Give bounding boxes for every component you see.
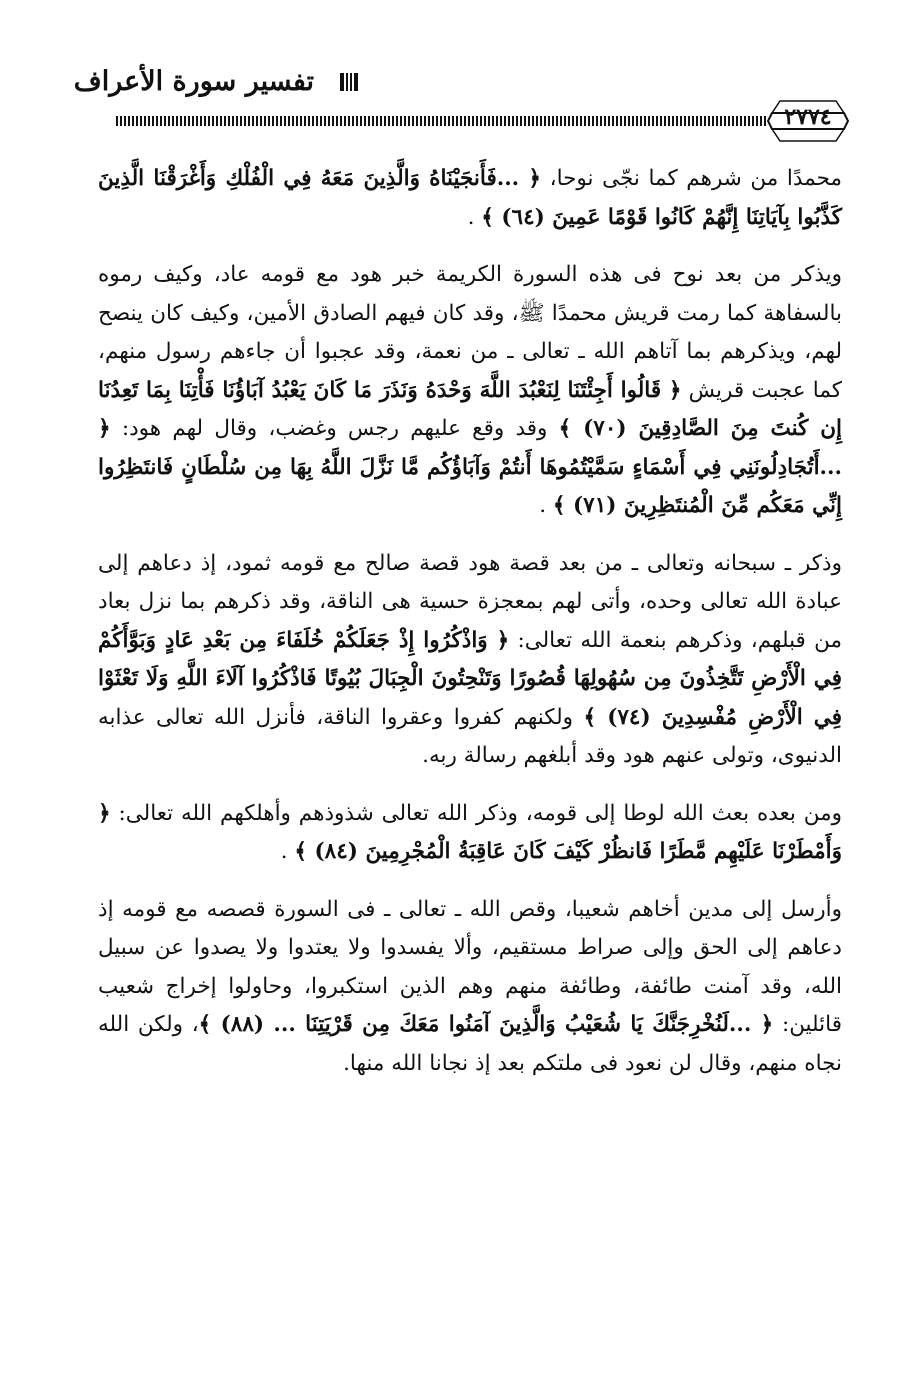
page-number: ٢٧٧٤ xyxy=(784,104,832,130)
paragraph xyxy=(98,545,842,776)
header-title: تفسير سورة الأعراف xyxy=(73,66,314,97)
quran-verse: ﴿ ...لَنُخْرِجَنَّكَ يَا شُعَيْبُ وَالَّذِينَ آمَنُوا مَعَكَ مِن قَرْيَتِنَا ... (٨٨) ﴾ xyxy=(198,1012,774,1037)
ornament-icon xyxy=(337,70,361,94)
quran-verse: ﴿ وَأَمْطَرْنَا عَلَيْهِم مَّطَرًا فَانظُرْ كَيْفَ كَانَ عَاقِبَةُ الْمُجْرِمِينَ (٨٤) ﴾ xyxy=(98,800,842,864)
quran-verse: ﴿ ...فَأَنجَيْنَاهُ وَالَّذِينَ مَعَهُ فِي الْفُلْكِ وَأَغْرَقْنَا الَّذِينَ كَذَّبُوا بِآيَاتِنَا إِنَّهُمْ كَانُوا قَوْمًا عَمِينَ (٦٤) ﴾ xyxy=(98,166,842,230)
paragraph-text: محمدًا من شرهم كما نجّى نوحا، xyxy=(541,166,842,191)
paragraph-text: وذكر ـ سبحانه وتعالى ـ من بعد قصة هود قصة صالح مع قومه ثمود، إذ دعاهم إلى عبادة الله تعالى وحده، وأتى لهم بمعجزة حسية هى الناقة، وقد ذكرهم بما نزل بعاد من قبلهم، وذكرهم بنعمة الله تعالى: xyxy=(98,550,842,653)
paragraph-text: وقد وقع عليهم رجس وغضب، وقال لهم هود: xyxy=(110,416,559,441)
paragraph-text: . xyxy=(467,204,482,230)
header-rule xyxy=(116,116,766,126)
paragraph-text: ويذكر من بعد نوح فى هذه السورة الكريمة خبر هود مع قومه عاد، وكيف رموه بالسفاهة كما رمت قريش محمدًا ﷺ، وقد كان فيهم الصادق الأمين، وكيف كان ينصح لهم، ويذكرهم بما آتاهم الله ـ تعالى ـ من نعمة، وقد عجبوا أن جاءهم رسول منهم، كما عجبت قريش xyxy=(98,262,842,403)
paragraph-text: . xyxy=(539,493,553,518)
quran-verse: ﴿ ...أَتُجَادِلُونَنِي فِي أَسْمَاءٍ سَمَّيْتُمُوهَا أَنتُمْ وَآبَاؤُكُم مَّا نَزَّلَ اللَّهُ بِهَا مِن سُلْطَانٍ فَانتَظِرُوا إِنِّي مَعَكُم مِّنَ الْمُنتَظِرِينَ (٧١) ﴾ xyxy=(98,416,842,518)
paragraph-text: ومن بعده بعث الله لوطا إلى قومه، وذكر الله تعالى شذوذهم وأهلكهم الله تعالى: xyxy=(110,800,842,826)
paragraph-text: . xyxy=(280,839,295,864)
paragraph xyxy=(98,160,842,237)
paragraph xyxy=(98,891,842,1084)
quran-verse: ﴿ قَالُوا أَجِئْتَنَا لِنَعْبُدَ اللَّهَ وَحْدَهُ وَنَذَرَ مَا كَانَ يَعْبُدُ آبَاؤُنَا فَأْتِنَا بِمَا تَعِدُنَا إِن كُنتَ مِنَ الصَّادِقِينَ (٧٠) ﴾ xyxy=(98,377,842,441)
paragraph xyxy=(98,256,842,526)
paragraph-text: ، ولكن الله نجاه منهم، وقال لن نعود فى ملتكم بعد إذ نجانا الله منها. xyxy=(98,1012,842,1076)
paragraph-text: وأرسل إلى مدين أخاهم شعيبا، وقص الله ـ تعالى ـ فى السورة قصصه مع قومه إذ دعاهم إلى الحق وإلى صراط مستقيم، وألا يفسدوا ولا يعتدوا ولا يصدوا عن سبيل الله، وقد آمنت طائفة، وطائفة منهم وهم الذين استكبروا، وحاولوا إخراج شعيب قائلين: xyxy=(98,896,842,1037)
paragraph-text: ولكنهم كفروا وعقروا الناقة، فأنزل الله تعالى عذابه الدنيوى، وتولى عنهم هود وقد أبلغهم رسالة ربه. xyxy=(98,704,842,768)
quran-verse: ﴿ وَاذْكُرُوا إِذْ جَعَلَكُمْ خُلَفَاءَ مِن بَعْدِ عَادٍ وَبَوَّأَكُمْ فِي الْأَرْضِ تَتَّخِذُونَ مِن سُهُولِهَا قُصُورًا وَتَنْحِتُونَ الْجِبَالَ بُيُوتًا فَاذْكُرُوا آلَاءَ اللَّهِ وَلَا تَعْثَوْا فِي الْأَرْضِ مُفْسِدِينَ (٧٤) ﴾ xyxy=(98,627,842,730)
paragraph xyxy=(98,795,842,872)
page-body xyxy=(98,160,842,1083)
